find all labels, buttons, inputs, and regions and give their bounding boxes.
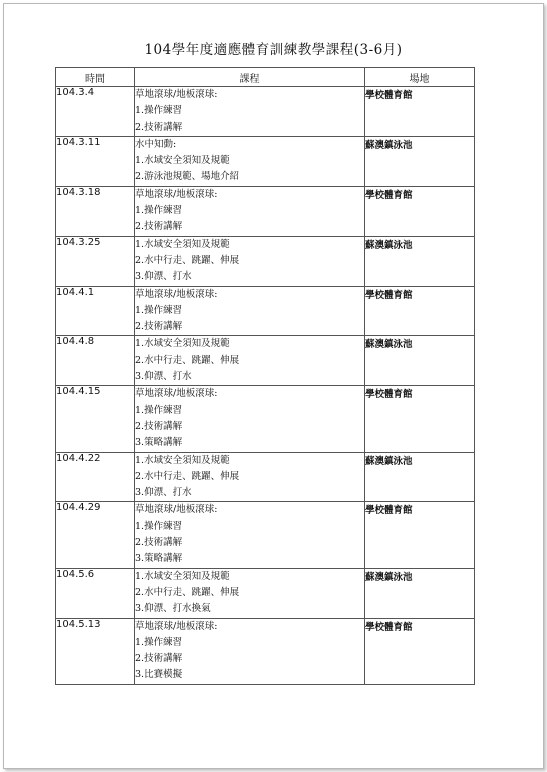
course-line: 2.技術講解 [135,221,183,233]
course-cell [135,386,365,452]
course-line: 1.操作練習 [135,636,183,648]
course-cell [135,336,365,386]
date-cell: 104.4.29 [56,502,135,568]
date-cell: 104.5.6 [56,568,135,618]
course-cell [135,502,365,568]
schedule-table [55,67,475,685]
course-line: 2.游泳池規範、場地介紹 [135,171,240,183]
venue-cell: 蘇澳鎮泳池 [365,568,475,618]
course-line: 3.仰漂、打水換氣 [135,603,211,615]
date-cell: 104.4.8 [56,336,135,386]
course-cell [135,136,365,186]
table-row [56,336,475,386]
table-row [56,87,475,137]
course-line: 1.水域安全須知及規範 [135,454,230,466]
course-line: 1.操作練習 [135,520,183,532]
course-line: 1.操作練習 [135,205,183,217]
course-cell [135,236,365,286]
table-row [56,618,475,684]
course-line: 2.技術講解 [135,653,183,665]
table-header-row [56,68,475,87]
course-line: 草地滾球/地板滾球: [135,504,218,516]
venue-cell: 學校體育館 [365,618,475,684]
course-cell [135,87,365,137]
course-line: 3.策略講解 [135,553,183,565]
venue-cell: 蘇澳鎮泳池 [365,136,475,186]
course-cell [135,286,365,336]
venue-cell: 蘇澳鎮泳池 [365,452,475,502]
course-line: 3.仰漂、打水 [135,371,192,383]
venue-cell: 學校體育館 [365,502,475,568]
course-line: 草地滾球/地板滾球: [135,89,218,100]
date-cell: 104.3.18 [56,186,135,236]
venue-cell: 學校體育館 [365,186,475,236]
table-row [56,386,475,452]
table-row [56,568,475,618]
venue-cell: 蘇澳鎮泳池 [365,336,475,386]
course-line: 草地滾球/地板滾球: [135,620,218,632]
header-venue: 場地 [365,68,475,87]
course-line: 3.比賽模擬 [135,669,183,681]
course-line: 2.水中行走、跳躍、伸展 [135,470,240,482]
course-line: 1.水域安全須知及規範 [135,155,230,167]
venue-cell: 學校體育館 [365,87,475,137]
course-line: 1.水域安全須知及規範 [135,338,230,350]
course-cell [135,452,365,502]
course-line: 草地滾球/地板滾球: [135,388,218,400]
header-course: 課程 [135,68,365,87]
table-row [56,452,475,502]
header-date: 時間 [56,68,135,87]
date-cell: 104.4.15 [56,386,135,452]
date-cell: 104.4.22 [56,452,135,502]
course-cell [135,568,365,618]
schedule-body [56,87,475,685]
course-line: 3.仰漂、打水 [135,487,192,499]
course-line: 2.技術講解 [135,121,183,133]
course-line: 1.水域安全須知及規範 [135,238,230,250]
course-line: 2.技術講解 [135,537,183,549]
venue-cell: 學校體育館 [365,386,475,452]
date-cell: 104.3.25 [56,236,135,286]
venue-cell: 學校體育館 [365,286,475,336]
course-line: 1.操作練習 [135,404,183,416]
course-cell [135,186,365,236]
venue-cell: 蘇澳鎮泳池 [365,236,475,286]
course-line: 3.仰漂、打水 [135,271,192,283]
course-line: 1.水域安全須知及規範 [135,570,230,582]
date-cell: 104.3.4 [56,87,135,137]
course-line: 2.技術講解 [135,321,183,333]
document-title: 104學年度適應體育訓練教學課程(3-6月) [144,42,403,58]
course-line: 2.水中行走、跳躍、伸展 [135,254,240,266]
course-line: 2.水中行走、跳躍、伸展 [135,354,240,366]
course-line: 草地滾球/地板滾球: [135,288,218,300]
table-row [56,502,475,568]
course-line: 水中知動: [135,138,177,150]
table-row [56,136,475,186]
course-line: 2.技術講解 [135,420,183,432]
date-cell: 104.5.13 [56,618,135,684]
table-row [56,186,475,236]
course-line: 3.策略講解 [135,437,183,449]
table-row [56,286,475,336]
date-cell: 104.3.11 [56,136,135,186]
course-cell [135,618,365,684]
date-cell: 104.4.1 [56,286,135,336]
course-line: 1.操作練習 [135,304,183,316]
course-line: 草地滾球/地板滾球: [135,188,218,200]
table-row [56,236,475,286]
course-line: 1.操作練習 [135,105,183,117]
course-line: 2.水中行走、跳躍、伸展 [135,586,240,598]
